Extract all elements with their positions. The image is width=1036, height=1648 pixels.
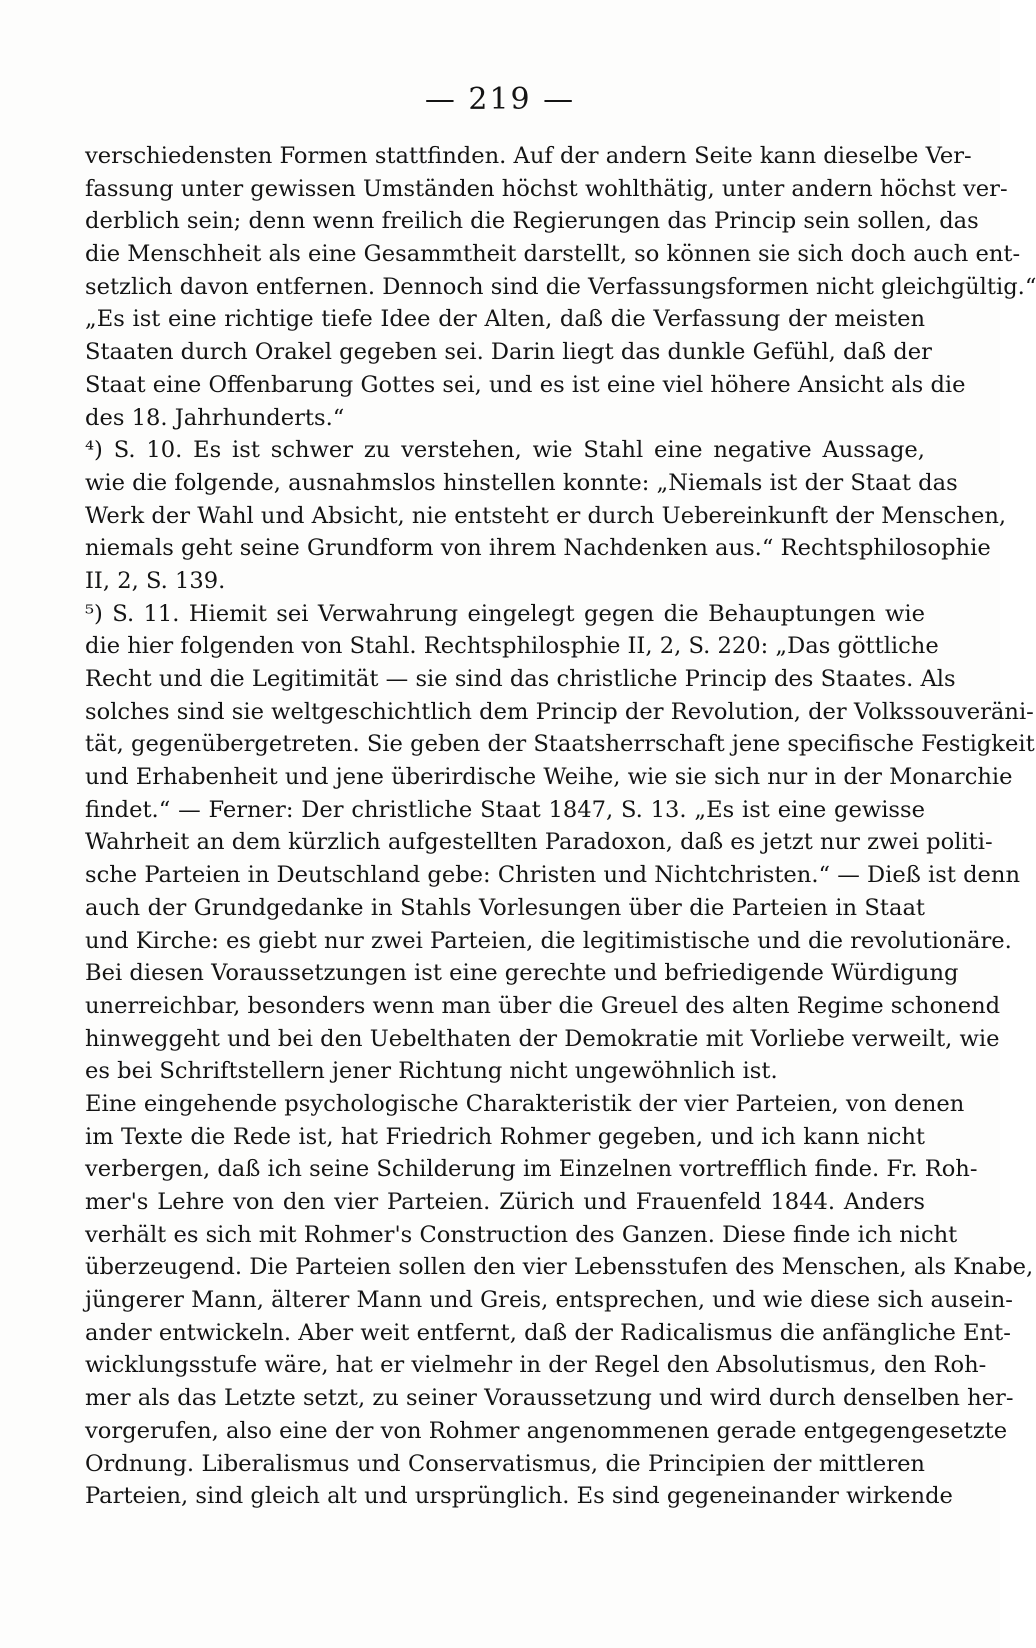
text-line: ⁴) S. 10. Es ist schwer zu verstehen, wie Stahl eine negative Aussage, xyxy=(85,437,925,464)
text-line: Werk der Wahl und Absicht, nie entsteht er durch Uebereinkunft der Menschen, xyxy=(85,502,1007,529)
text-line: die Menschheit als eine Gesammtheit darstellt, so können sie sich doch auch ent- xyxy=(85,241,1021,268)
text-line: mer als das Letzte setzt, zu seiner Voraussetzung und wird durch denselben her- xyxy=(85,1385,1014,1412)
text-line: II, 2, S. 139. xyxy=(85,567,226,594)
text-line: Staat eine Offenbarung Gottes sei, und es ist eine viel höhere Ansicht als die xyxy=(85,371,966,398)
text-line: unerreichbar, besonders wenn man über die Greuel des alten Regime schonend xyxy=(85,992,1001,1019)
text-line: ⁵) S. 11. Hiemit sei Verwahrung eingelegt gegen die Behauptungen wie xyxy=(85,600,925,627)
text-line: verbergen, daß ich seine Schilderung im Einzelnen vortrefflich finde. Fr. Roh- xyxy=(85,1156,978,1183)
text-line: die hier folgenden von Stahl. Rechtsphilosphie II, 2, S. 220: „Das göttliche xyxy=(85,633,939,660)
text-line: Recht und die Legitimität — sie sind das christliche Princip des Staates. Als xyxy=(85,666,956,692)
text-line: vorgerufen, also eine der von Rohmer angenommenen gerade entgegengesetzte xyxy=(85,1417,1008,1444)
text-line: tät, gegenübergetreten. Sie geben der Staatsherrschaft jene specifische Festigkeit xyxy=(85,731,1035,758)
text-line: verhält es sich mit Rohmer's Construction des Ganzen. Diese finde ich nicht xyxy=(85,1221,958,1248)
text-line: ander entwickeln. Aber weit entfernt, daß der Radicalismus die anfängliche Ent- xyxy=(85,1319,1011,1346)
text-line: Ordnung. Liberalismus und Conservatismus, die Principien der mittleren xyxy=(85,1450,925,1477)
text-line: und Erhabenheit und jene überirdische Weihe, wie sie sich nur in der Monarchie xyxy=(85,764,1013,791)
text-line: im Texte die Rede ist, hat Friedrich Rohmer gegeben, und ich kann nicht xyxy=(85,1123,925,1150)
text-line: wicklungsstufe wäre, hat er vielmehr in der Regel den Absolutismus, den Roh- xyxy=(85,1352,987,1379)
page-number: — 219 — xyxy=(424,82,576,117)
text-line: Staaten durch Orakel gegeben sei. Darin liegt das dunkle Gefühl, daß der xyxy=(85,339,932,366)
text-line: mer's Lehre von den vier Parteien. Zürich und Frauenfeld 1844. Anders xyxy=(85,1189,925,1215)
text-line: niemals geht seine Grundform von ihrem Nachdenken aus.“ Rechtsphilosophie xyxy=(85,535,991,562)
text-line: findet.“ — Ferner: Der christliche Staat 1847, S. 13. „Es ist eine gewisse xyxy=(85,796,925,823)
text-line: des 18. Jahrhunderts.“ xyxy=(85,404,345,431)
text-line: überzeugend. Die Parteien sollen den vier Lebensstufen des Menschen, als Knabe, xyxy=(85,1254,1034,1281)
text-line: und Kirche: es giebt nur zwei Parteien, die legitimistische und die revolutionäre. xyxy=(85,927,1012,954)
text-line: sche Parteien in Deutschland gebe: Christen und Nichtchristen.“ — Dieß ist denn xyxy=(85,862,1021,889)
text-line: „Es ist eine richtige tiefe Idee der Alten, daß die Verfassung der meisten xyxy=(85,306,925,333)
text-line: hinweggeht und bei den Uebelthaten der Demokratie mit Vorliebe verweilt, wie xyxy=(85,1025,1000,1052)
text-line: es bei Schriftstellern jener Richtung nicht ungewöhnlich ist. xyxy=(85,1058,778,1085)
text-line: Wahrheit an dem kürzlich aufgestellten Paradoxon, daß es jetzt nur zwei politi- xyxy=(85,829,993,856)
text-line: Eine eingehende psychologische Charakteristik der vier Parteien, von denen xyxy=(85,1090,965,1117)
text-line: setzlich davon entfernen. Dennoch sind die Verfassungsformen nicht gleichgültig.“ xyxy=(85,273,1036,300)
text-line: auch der Grundgedanke in Stahls Vorlesungen über die Parteien in Staat xyxy=(85,894,925,921)
text-line: wie die folgende, ausnahmslos hinstellen konnte: „Niemals ist der Staat das xyxy=(85,469,958,496)
text-line: Bei diesen Voraussetzungen ist eine gerechte und befriedigende Würdigung xyxy=(85,960,959,987)
text-line: jüngerer Mann, älterer Mann und Greis, entsprechen, und wie diese sich ausein- xyxy=(85,1287,1013,1314)
text-line: Parteien, sind gleich alt und ursprünglich. Es sind gegeneinander wirkende xyxy=(85,1483,953,1510)
page-text-block xyxy=(85,140,1036,1513)
text-line: verschiedensten Formen stattfinden. Auf der andern Seite kann dieselbe Ver- xyxy=(85,143,972,169)
text-line: fassung unter gewissen Umständen höchst wohlthätig, unter andern höchst ver- xyxy=(85,175,1008,202)
text-line: solches sind sie weltgeschichtlich dem Princip der Revolution, der Volkssouveräni- xyxy=(85,698,1034,725)
text-line: derblich sein; denn wenn freilich die Regierungen das Princip sein sollen, das xyxy=(85,208,979,235)
